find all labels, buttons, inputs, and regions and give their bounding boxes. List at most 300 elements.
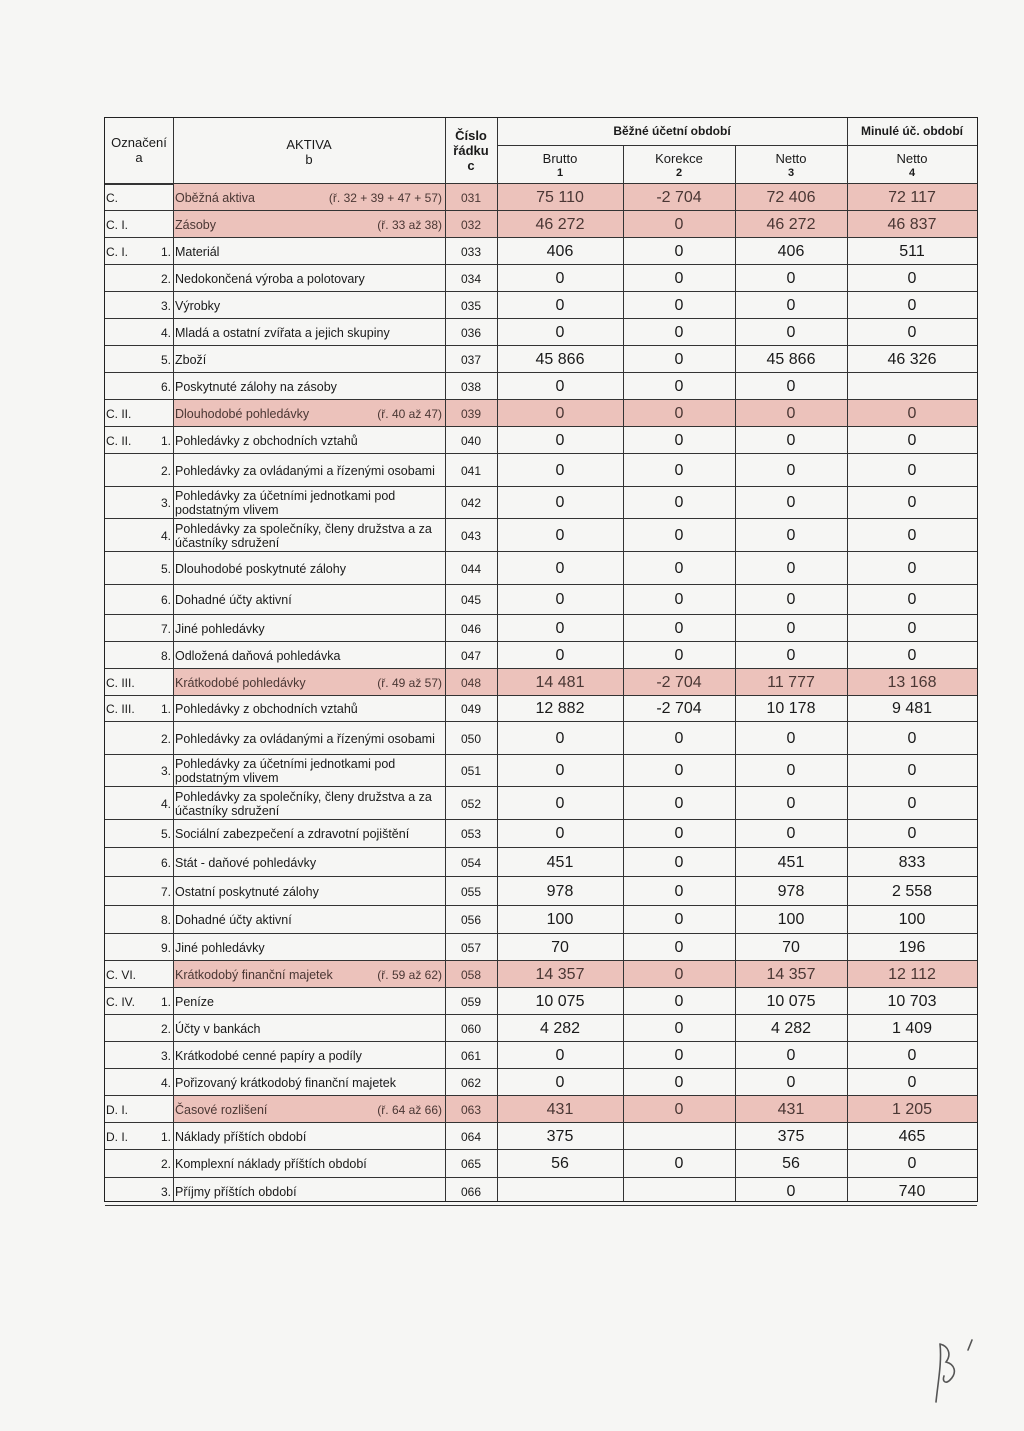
- row-index: 8.: [160, 648, 171, 663]
- netto-previous-value: 0: [907, 1073, 917, 1091]
- row-label-cell: [173, 669, 445, 696]
- row-label: Pohledávky za ovládanými a řízenými osobami: [175, 731, 435, 746]
- netto-value: 0: [786, 461, 796, 479]
- korekce-value: -2 704: [656, 700, 702, 717]
- netto-value: 0: [786, 619, 796, 637]
- brutto-value: 46 272: [497, 211, 623, 238]
- row-label: Dohadné účty aktivní: [175, 913, 292, 927]
- korekce-value: [623, 1178, 735, 1206]
- netto-previous-value: 0: [907, 461, 917, 479]
- netto-previous-value: 0: [907, 323, 917, 341]
- row-line-number: 057: [460, 940, 482, 955]
- netto-previous-value: 13 168: [847, 669, 977, 696]
- netto-value: 46 272: [735, 211, 847, 238]
- row-index: 4.: [160, 528, 171, 543]
- row-label-cell: [173, 427, 445, 454]
- row-label: Zásoby: [175, 217, 216, 232]
- row-line-number: 034: [460, 271, 482, 286]
- korekce-value: 0: [674, 296, 684, 314]
- korekce-value: 0: [674, 461, 684, 479]
- brutto-value: 0: [555, 591, 565, 608]
- row-label: Jiné pohledávky: [175, 621, 265, 636]
- netto-value: 0: [786, 1046, 796, 1064]
- row-line-number: 047: [460, 648, 482, 663]
- row-line-number: 065: [460, 1157, 482, 1171]
- row-index: [105, 1096, 171, 1123]
- row-index: [105, 211, 171, 238]
- row-label: Sociální zabezpečení a zdravotní pojištění: [175, 827, 410, 841]
- row-label-cell: [173, 642, 445, 669]
- netto-value: 0: [786, 1073, 796, 1091]
- row-reference: (ř. 59 až 62): [377, 967, 442, 982]
- netto-value: 431: [735, 1096, 847, 1123]
- netto-previous-value: 100: [898, 911, 926, 928]
- row-reference: (ř. 49 až 57): [377, 675, 442, 690]
- row-label-cell: [173, 373, 445, 400]
- row-line-number: 059: [460, 994, 482, 1009]
- row-label-cell: [173, 848, 445, 877]
- netto-value: 100: [777, 911, 805, 928]
- row-label: Ostatní poskytnuté zálohy: [175, 884, 319, 899]
- brutto-value: [497, 1178, 623, 1206]
- netto-value: 10 178: [766, 700, 816, 717]
- netto-value: 451: [777, 853, 805, 871]
- row-reference: (ř. 40 až 47): [377, 406, 442, 421]
- korekce-value: 0: [674, 853, 684, 871]
- brutto-value: 0: [555, 559, 565, 577]
- netto-value: 978: [777, 882, 805, 900]
- row-index: 6.: [160, 379, 171, 394]
- row-index: [105, 669, 171, 696]
- korekce-value: 0: [674, 242, 684, 260]
- netto-value: 0: [786, 431, 796, 449]
- row-label-cell: [173, 265, 445, 292]
- header-korekce-label: Korekce: [655, 151, 703, 166]
- row-index: 6.: [160, 855, 171, 870]
- header-netto-prev-label: Netto: [896, 151, 928, 166]
- row-line-number: 054: [460, 855, 482, 870]
- brutto-value: 0: [555, 646, 565, 664]
- row-label-cell: [173, 1096, 445, 1123]
- row-line-number: 052: [460, 796, 482, 811]
- column-rule: [623, 145, 624, 1201]
- row-line-number: 066: [460, 1185, 482, 1199]
- korekce-value: 0: [674, 992, 684, 1010]
- row-label: Materiál: [175, 244, 220, 259]
- korekce-value: 0: [674, 494, 684, 511]
- brutto-value: 0: [555, 762, 565, 779]
- row-index: 8.: [160, 913, 171, 927]
- row-index: 2.: [160, 1157, 171, 1171]
- row-index: 2.: [160, 463, 171, 478]
- row-index: 7.: [160, 884, 171, 899]
- header-korekce: [623, 151, 735, 181]
- netto-previous-value: 0: [907, 794, 917, 812]
- row-label: Krátkodobé pohledávky: [175, 675, 306, 690]
- header-aktiva-label: AKTIVA: [286, 137, 332, 152]
- row-index: 1.: [160, 702, 171, 716]
- korekce-value: 0: [674, 350, 684, 368]
- korekce-value: 0: [674, 431, 684, 449]
- row-label-cell: [173, 454, 445, 487]
- row-label: Pohledávky za účetními jednotkami pod podstatným vlivem: [175, 489, 396, 517]
- korekce-value: 0: [674, 323, 684, 341]
- brutto-value: 14 481: [497, 669, 623, 696]
- row-label-cell: [173, 755, 445, 787]
- row-label: Krátkodobé cenné papíry a podíly: [175, 1048, 362, 1063]
- row-index: [105, 961, 171, 988]
- brutto-value: 0: [555, 526, 565, 544]
- korekce-value: 0: [674, 794, 684, 812]
- netto-value: 0: [786, 762, 796, 779]
- brutto-value: 0: [555, 794, 565, 812]
- row-line-number: 050: [460, 731, 482, 746]
- netto-value: 0: [786, 794, 796, 812]
- header-brutto-label: Brutto: [542, 151, 578, 166]
- korekce-value: -2 704: [623, 184, 735, 211]
- brutto-value: 375: [546, 1127, 574, 1145]
- row-index: 1.: [160, 1129, 171, 1144]
- row-line-number: 033: [460, 244, 482, 259]
- row-label-cell: [173, 961, 445, 988]
- netto-previous-value: 46 837: [847, 211, 977, 238]
- row-label: Časové rozlišení: [175, 1102, 268, 1117]
- brutto-value: 100: [546, 911, 574, 928]
- row-label: Dlouhodobé poskytnuté zálohy: [175, 561, 346, 576]
- row-label-cell: [173, 1178, 445, 1206]
- netto-previous-value: 0: [907, 591, 917, 608]
- netto-previous-value: 0: [847, 400, 977, 427]
- korekce-value: 0: [674, 729, 684, 747]
- row-label-cell: [173, 519, 445, 552]
- row-index: 3.: [160, 496, 171, 510]
- row-label: Nedokončená výroba a polotovary: [175, 271, 365, 286]
- row-index: 3.: [160, 298, 171, 313]
- brutto-value: 0: [555, 729, 565, 747]
- row-line-number: 046: [460, 621, 482, 636]
- netto-value: 0: [786, 377, 796, 395]
- row-index: 5.: [160, 352, 171, 367]
- row-designation: C. III.: [106, 702, 135, 716]
- netto-value: 56: [782, 1155, 800, 1172]
- row-designation: C.: [106, 190, 118, 205]
- row-line-number: 032: [445, 211, 497, 238]
- netto-value: 11 777: [735, 669, 847, 696]
- row-label: Krátkodobý finanční majetek: [175, 967, 333, 982]
- row-designation: C. VI.: [106, 967, 137, 982]
- column-rule: [847, 118, 848, 1201]
- netto-previous-value: 0: [907, 1046, 917, 1064]
- netto-value: 375: [777, 1127, 805, 1145]
- row-line-number: 064: [460, 1129, 482, 1144]
- row-label: Stát - daňové pohledávky: [175, 855, 317, 870]
- header-aktiva: [173, 137, 445, 167]
- netto-previous-value: 0: [907, 1155, 917, 1172]
- row-line-number: 062: [460, 1075, 482, 1090]
- signature-mark: [928, 1332, 988, 1412]
- row-rule: [105, 1205, 977, 1206]
- row-index: [105, 400, 171, 427]
- row-label: Pohledávky za společníky, členy družstva a za účastníky sdružení: [175, 521, 432, 550]
- row-label-cell: [173, 1069, 445, 1096]
- netto-previous-value: 833: [898, 853, 926, 871]
- row-index: 2.: [160, 271, 171, 286]
- row-label: Odložená daňová pohledávka: [175, 648, 341, 663]
- row-label-cell: [173, 585, 445, 615]
- brutto-value: 0: [497, 400, 623, 427]
- row-line-number: 058: [445, 961, 497, 988]
- brutto-value: 431: [497, 1096, 623, 1123]
- row-line-number: 037: [460, 352, 482, 367]
- netto-previous-value: 0: [907, 269, 917, 287]
- row-index: 5.: [160, 561, 171, 576]
- row-line-number: 042: [460, 496, 482, 510]
- korekce-value: 0: [623, 211, 735, 238]
- korekce-value: 0: [623, 961, 735, 988]
- row-reference: (ř. 64 až 66): [377, 1102, 442, 1117]
- header-netto-label: Netto: [775, 151, 807, 166]
- row-index: 1.: [160, 244, 171, 259]
- row-line-number: 035: [460, 298, 482, 313]
- row-index: 4.: [160, 325, 171, 340]
- row-label: Účty v bankách: [175, 1021, 261, 1036]
- header-brutto-number: 1: [556, 167, 564, 179]
- netto-value: 0: [786, 1183, 796, 1200]
- korekce-value: 0: [674, 938, 684, 956]
- row-line-number: 061: [460, 1048, 482, 1063]
- korekce-value: 0: [674, 762, 684, 779]
- row-label-cell: [173, 787, 445, 820]
- header-previous-period: Minulé úč. období: [861, 124, 963, 138]
- netto-previous-value: 465: [898, 1127, 926, 1145]
- netto-value: 0: [786, 729, 796, 747]
- brutto-value: 14 357: [497, 961, 623, 988]
- brutto-value: 56: [551, 1155, 569, 1172]
- row-label: Dohadné účty aktivní: [175, 593, 292, 607]
- brutto-value: 0: [555, 825, 565, 842]
- netto-previous-value: 0: [907, 619, 917, 637]
- brutto-value: 0: [555, 377, 565, 395]
- netto-previous-value: 511: [899, 242, 925, 260]
- brutto-value: 45 866: [535, 350, 585, 368]
- row-line-number: 053: [460, 827, 482, 841]
- netto-value: 0: [786, 591, 796, 608]
- row-label-cell: [173, 906, 445, 934]
- row-reference: (ř. 32 + 39 + 47 + 57): [328, 190, 442, 205]
- netto-previous-value: 0: [907, 559, 917, 577]
- netto-previous-value: 0: [907, 762, 917, 779]
- row-label-cell: [173, 400, 445, 427]
- row-designation: C. II.: [106, 433, 132, 448]
- row-line-number: 051: [460, 764, 482, 778]
- row-label-cell: [173, 696, 445, 722]
- row-index: 3.: [160, 1048, 171, 1063]
- row-line-number: 043: [460, 528, 482, 543]
- netto-previous-value: 72 117: [847, 184, 977, 211]
- netto-value: 0: [786, 825, 796, 842]
- brutto-value: 0: [555, 494, 565, 511]
- row-label: Peníze: [175, 994, 214, 1009]
- header-current-period: Běžné účetní období: [613, 124, 731, 138]
- row-label-cell: [173, 1042, 445, 1069]
- row-label-cell: [173, 319, 445, 346]
- row-index: 5.: [160, 827, 171, 841]
- row-index: 3.: [160, 764, 171, 778]
- row-index: 2.: [160, 1021, 171, 1036]
- brutto-value: 0: [555, 323, 565, 341]
- netto-value: 4 282: [770, 1019, 812, 1037]
- korekce-value: 0: [674, 1046, 684, 1064]
- row-label: Jiné pohledávky: [175, 940, 265, 955]
- row-label-cell: [173, 934, 445, 961]
- row-label: Oběžná aktiva: [175, 190, 255, 205]
- row-label: Poskytnuté zálohy na zásoby: [175, 379, 337, 394]
- brutto-value: 10 075: [535, 992, 585, 1010]
- row-designation: D. I.: [106, 1129, 129, 1144]
- netto-previous-value: 0: [907, 431, 917, 449]
- row-index: 2.: [160, 731, 171, 746]
- netto-previous-value: 0: [907, 526, 917, 544]
- row-label: Pohledávky z obchodních vztahů: [175, 702, 358, 716]
- netto-value: 0: [786, 646, 796, 664]
- netto-value: 0: [786, 559, 796, 577]
- column-rule: [445, 118, 446, 1201]
- row-designation: C. IV.: [106, 994, 135, 1009]
- row-line-number: 049: [460, 702, 482, 716]
- netto-previous-value: 2 558: [891, 882, 933, 900]
- header-oznaceni-label: Označení: [111, 135, 167, 150]
- netto-value: 0: [786, 323, 796, 341]
- row-designation: C. II.: [106, 406, 132, 421]
- netto-value: 0: [786, 296, 796, 314]
- netto-previous-value: 9 481: [891, 700, 933, 717]
- brutto-value: 0: [555, 1046, 565, 1064]
- header-netto: [735, 151, 847, 181]
- row-index: 4.: [160, 1075, 171, 1090]
- netto-value: 72 406: [735, 184, 847, 211]
- korekce-value: 0: [674, 269, 684, 287]
- korekce-value: 0: [674, 882, 684, 900]
- brutto-value: 12 882: [535, 700, 585, 717]
- korekce-value: -2 704: [623, 669, 735, 696]
- row-label-cell: [173, 552, 445, 585]
- row-line-number: 036: [460, 325, 482, 340]
- header-netto-number: 3: [787, 167, 795, 179]
- row-index: 4.: [160, 796, 171, 811]
- column-rule: [497, 118, 498, 1201]
- korekce-value: 0: [623, 400, 735, 427]
- header-aktiva-sub: b: [305, 152, 313, 167]
- header-oznaceni: [105, 135, 173, 165]
- row-label: Pohledávky za ovládanými a řízenými osobami: [175, 463, 435, 478]
- netto-previous-value: 1 205: [847, 1096, 977, 1123]
- row-label: Pohledávky z obchodních vztahů: [175, 433, 358, 448]
- row-line-number: 048: [445, 669, 497, 696]
- brutto-value: 0: [555, 461, 565, 479]
- brutto-value: 75 110: [497, 184, 623, 211]
- netto-previous-value: 0: [907, 825, 917, 842]
- row-line-number: 045: [460, 593, 482, 607]
- brutto-value: 0: [555, 431, 565, 449]
- header-korekce-number: 2: [675, 167, 683, 179]
- korekce-value: 0: [674, 646, 684, 664]
- balance-sheet-table: [104, 117, 978, 1202]
- brutto-value: 0: [555, 269, 565, 287]
- netto-previous-value: 12 112: [847, 961, 977, 988]
- brutto-value: 4 282: [539, 1019, 581, 1037]
- row-designation: D. I.: [106, 1102, 129, 1117]
- brutto-value: 978: [546, 882, 574, 900]
- row-label-cell: [173, 1150, 445, 1178]
- row-label-cell: [173, 820, 445, 848]
- row-label-cell: [173, 1015, 445, 1042]
- row-line-number: 041: [460, 463, 482, 478]
- row-label: Náklady příštích období: [175, 1129, 307, 1144]
- brutto-value: 451: [546, 853, 574, 871]
- brutto-value: 0: [555, 296, 565, 314]
- header-brutto: [497, 151, 623, 181]
- row-line-number: 040: [460, 433, 482, 448]
- brutto-value: 0: [555, 619, 565, 637]
- row-line-number: 060: [460, 1021, 482, 1036]
- netto-previous-value: 1 409: [891, 1019, 933, 1037]
- row-label-cell: [173, 487, 445, 519]
- korekce-value: [623, 1123, 735, 1150]
- row-designation: C. I.: [106, 217, 129, 232]
- brutto-value: 406: [546, 242, 574, 260]
- row-line-number: 044: [460, 561, 482, 576]
- korekce-value: 0: [674, 591, 684, 608]
- header-rule: [497, 145, 977, 146]
- netto-previous-value: 0: [907, 494, 917, 511]
- row-label: Pořizovaný krátkodobý finanční majetek: [175, 1075, 396, 1090]
- brutto-value: 70: [551, 938, 569, 956]
- netto-value: 10 075: [766, 992, 816, 1010]
- row-line-number: 039: [445, 400, 497, 427]
- row-index: 1.: [160, 994, 171, 1009]
- netto-value: 70: [782, 938, 800, 956]
- row-line-number: 055: [460, 884, 482, 899]
- netto-previous-value: 196: [898, 938, 926, 956]
- row-line-number: 038: [460, 379, 482, 394]
- row-label: Dlouhodobé pohledávky: [175, 406, 310, 421]
- header-cislo-label: Číslo: [455, 128, 487, 143]
- row-label: Mladá a ostatní zvířata a jejich skupiny: [175, 325, 390, 340]
- netto-value: 406: [777, 242, 805, 260]
- header-netto-prev-number: 4: [908, 167, 916, 179]
- row-index: 3.: [160, 1185, 171, 1199]
- netto-value: 0: [735, 400, 847, 427]
- row-label-cell: [173, 211, 445, 238]
- row-label-cell: [173, 346, 445, 373]
- row-label-cell: [173, 615, 445, 642]
- korekce-value: 0: [674, 1073, 684, 1091]
- row-designation: C. I.: [106, 244, 129, 259]
- korekce-value: 0: [674, 377, 684, 395]
- row-line-number: 031: [445, 184, 497, 211]
- row-index: 1.: [160, 433, 171, 448]
- row-index: 6.: [160, 593, 171, 607]
- row-label: Příjmy příštích období: [175, 1185, 297, 1199]
- row-label: Zboží: [175, 352, 207, 367]
- header-cislo-sub: c: [467, 158, 475, 173]
- row-label-cell: [173, 722, 445, 755]
- netto-previous-value: 46 326: [887, 350, 937, 368]
- row-line-number: 056: [460, 913, 482, 927]
- row-reference: (ř. 33 až 38): [377, 217, 442, 232]
- row-label: Výrobky: [175, 298, 221, 313]
- netto-previous-value: [847, 373, 977, 400]
